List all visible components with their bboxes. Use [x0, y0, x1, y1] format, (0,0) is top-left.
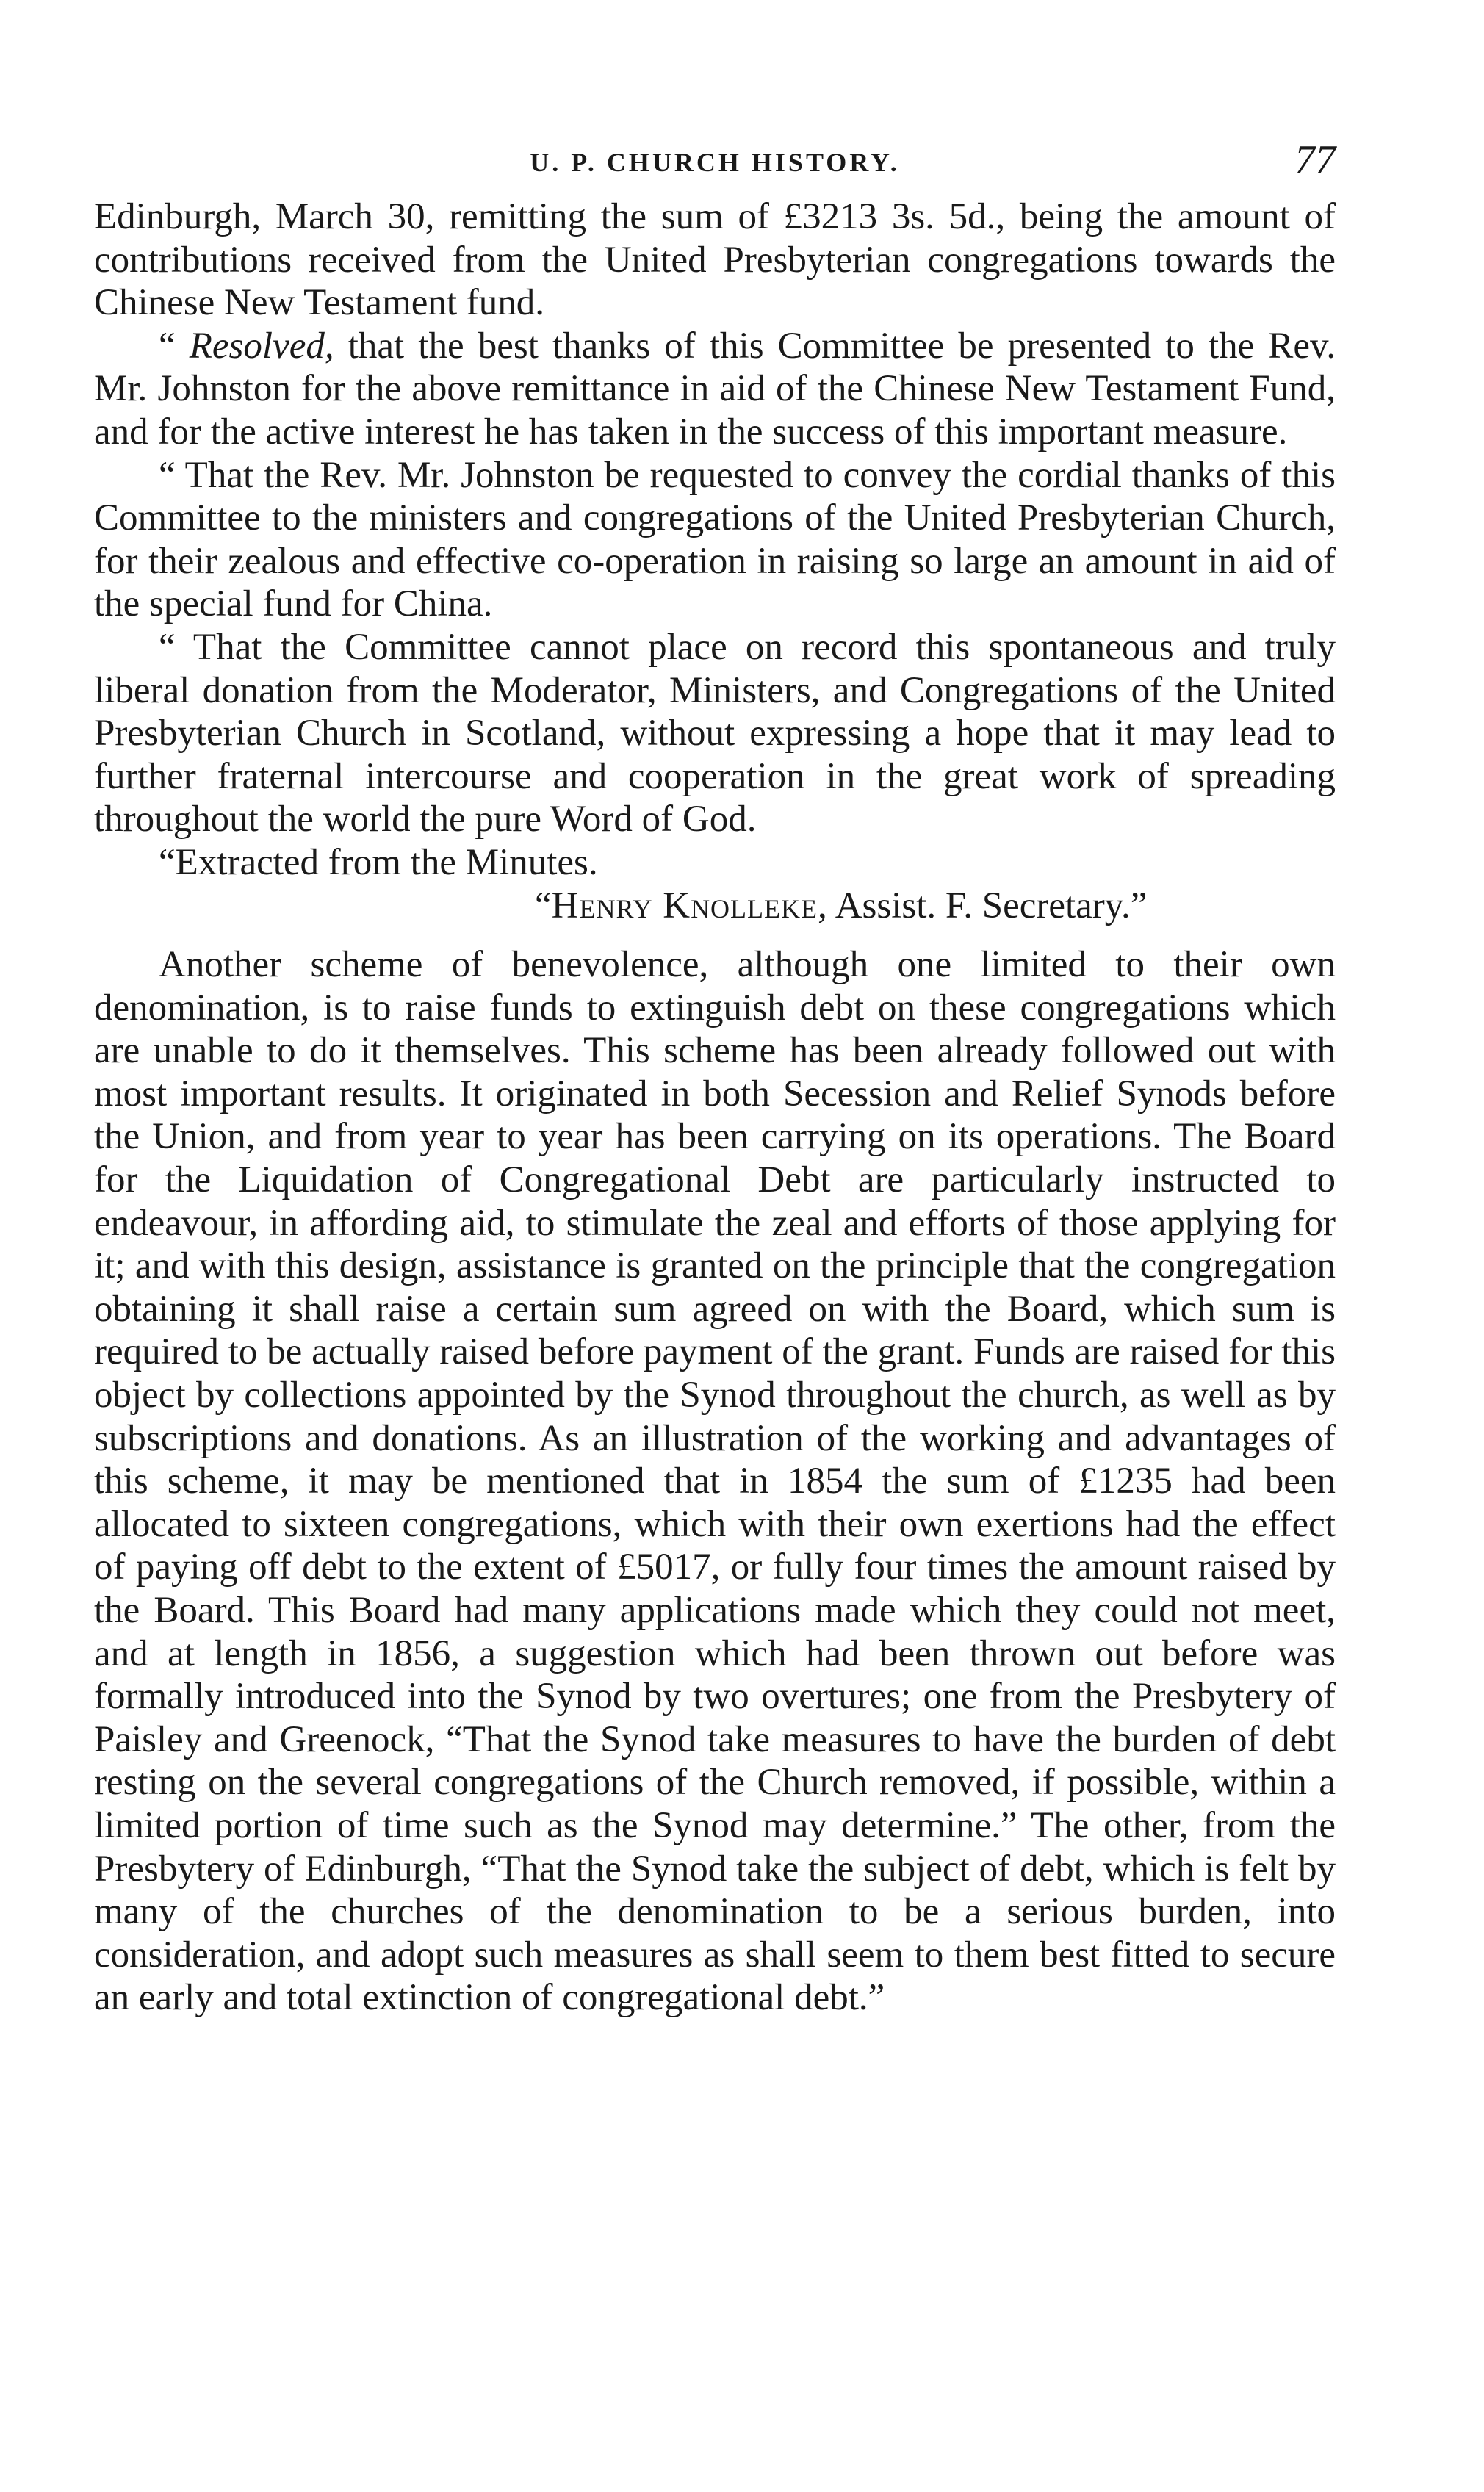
book-page — [94, 137, 1336, 2020]
resolved-word: Resolved, — [189, 325, 334, 367]
paragraph-debt-scheme: Another scheme of benevolence, although one limited to their own denomination, is to raise funds to extinguish debt on these congregations which are unable to do it themselves. This scheme has been already followed out with most important results. It originated in both Secession and Relief Synods before the Union, and from year to year has been carrying on its operations. The Board for the Liquidation of Congregational Debt are particularly instructed to endeavour, in affording aid, to stimulate the zeal and efforts of those applying for it; and with this design, assistance is granted on the principle that the congregation obtaining it shall raise a certain sum agreed on with the Board, which sum is required to be actually raised before payment of the grant. Funds are raised for this object by collections appointed by the Synod throughout the church, as well as by subscriptions and donations. As an illustration of the working and advantages of this scheme, it may be mentioned that in 1854 the sum of £1235 had been allocated to sixteen congregations, which with their own exertions had the effect of paying off debt to the extent of £5017, or fully four times the amount raised by the Board. This Board had many applications made which they could not meet, and at length in 1856, a suggestion which had been thrown out before was formally introduced into the Synod by two overtures; one from the Presbytery of Paisley and Greenock, “That the Synod take measures to have the burden of debt resting on the several congregations of the Church removed, if possible, within a limited portion of time such as the Synod may determine.” The other, from the Presbytery of Edinburgh, “That the Synod take the subject of debt, which is felt by many of the churches of the denomination to be a serious burden, into consideration, and adopt such measures as shall seem to them best fitted to secure an early and total extinction of congregational debt.” — [94, 944, 1336, 2019]
resolution-text: that the best thanks of this Committee be presented to the Rev. Mr. Johnston for the above remittance in aid of the Chinese New Testament Fund, and for the active interest he has taken in the success of this important measure. — [94, 325, 1336, 453]
running-head — [94, 137, 1336, 195]
body-text — [94, 195, 1336, 2020]
open-quote: “ — [159, 325, 190, 367]
signature-line — [94, 885, 1336, 928]
signature-title: Assist. F. Secretary.” — [827, 885, 1148, 926]
paragraph-thanks: “ That the Rev. Mr. Johnston be requested to convey the cordial thanks of this Committee to the ministers and congregations of the United Presbyterian Church, for their zealous and effective co-operation in raising so large an amount in aid of the special fund for China. — [94, 454, 1336, 625]
paragraph-extracted: “Extracted from the Minutes. — [159, 841, 598, 883]
running-title: U. P. CHURCH HISTORY. — [530, 148, 900, 177]
paragraph-resolution — [94, 325, 1336, 454]
paragraph-gap — [94, 927, 1336, 943]
signature-open-quote: “ — [535, 885, 552, 926]
paragraph-letter-continuation: Edinburgh, March 30, remitting the sum of £3213 3s. 5d., being the amount of contributions received from the United Presbyterian congregations towards the Chinese New Testament fund. — [94, 196, 1336, 324]
signature-name: Henry Knolleke, — [551, 885, 828, 926]
page-number: 77 — [1294, 137, 1336, 183]
paragraph-donation: “ That the Committee cannot place on record this spontaneous and truly liberal donation from the Moderator, Ministers, and Congregations of the United Presbyterian Church in Scotland, without expressing a hope that it may lead to further fraternal intercourse and cooperation in the great work of spreading throughout the world the pure Word of God. — [94, 626, 1336, 840]
